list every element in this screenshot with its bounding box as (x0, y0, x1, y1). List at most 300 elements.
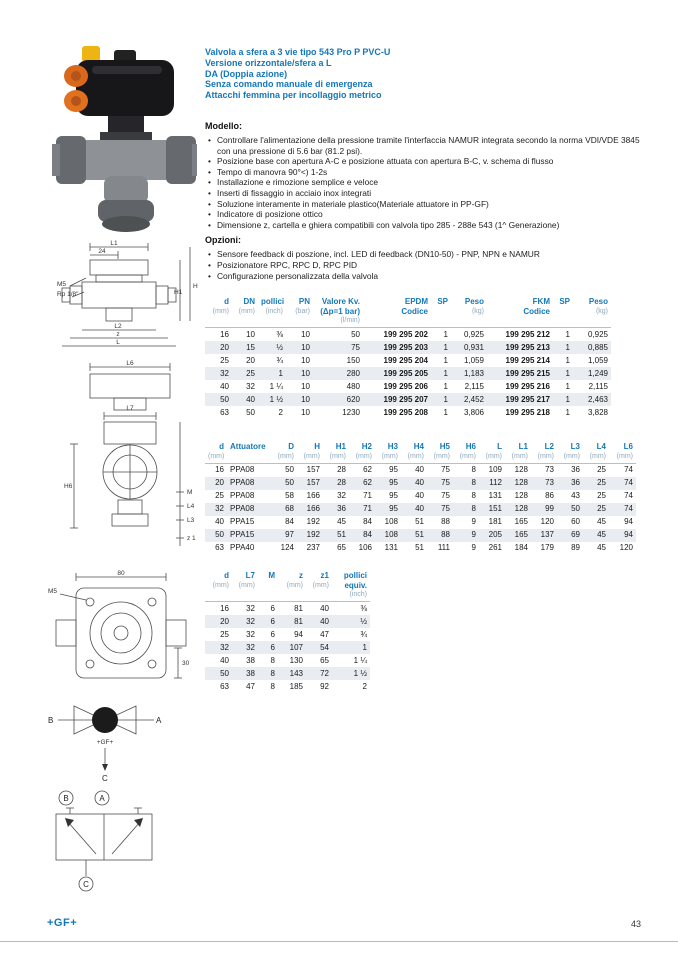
table-cell: 1 (278, 368, 283, 378)
table-row (205, 341, 611, 354)
table-cell: 128 (514, 478, 528, 488)
dim-label-l4: L4 (187, 503, 195, 510)
table-cell: ¾ (276, 355, 283, 365)
table-cell: 75 (441, 478, 450, 488)
table-cell: 88 (441, 530, 450, 540)
column-header: H (mm) (303, 442, 320, 460)
table-cell: 38 (246, 655, 255, 665)
table-cell: 43 (571, 491, 580, 501)
column-header: L6 (mm) (616, 442, 633, 460)
table-cell: 261 (488, 543, 502, 553)
table-cell: ½ (360, 616, 367, 626)
column-header: D (mm) (277, 442, 294, 460)
table-cell: 84 (363, 530, 372, 540)
table-cell: 237 (306, 543, 320, 553)
table-cell: 1 (443, 342, 448, 352)
table-cell: 36 (571, 465, 580, 475)
table-cell: 40 (320, 616, 329, 626)
table-cell: 128 (514, 491, 528, 501)
table-cell: 2 (362, 681, 367, 691)
table-cell: 16 (215, 465, 224, 475)
table-cell: 199 295 213 (505, 342, 550, 352)
table-cell: 9 (471, 517, 476, 527)
table-cell: 130 (289, 655, 303, 665)
table-cell: 47 (246, 681, 255, 691)
table-cell: 2,452 (463, 394, 484, 404)
table-cell: 16 (220, 603, 229, 613)
table-cell: 280 (346, 368, 360, 378)
table-row (205, 328, 611, 342)
dim-label-z1: z 1 (187, 535, 196, 542)
column-header: Valore Kv. (Δp=1 bar) (l/min) (320, 297, 360, 325)
table-cell: PPA15 (230, 517, 255, 527)
column-header: Attuatore (230, 442, 266, 451)
title-line: Attacchi femmina per incollaggio metrico (205, 90, 382, 101)
dim-label-l: L (116, 339, 120, 346)
table-cell: 108 (384, 517, 398, 527)
dim-label-80: 80 (117, 570, 125, 577)
table-cell: 40 (415, 465, 424, 475)
table-cell: 2,115 (588, 381, 608, 391)
table-cell: 1 ½ (269, 394, 283, 404)
table-cell: 25 (246, 368, 255, 378)
table-cell: 165 (514, 517, 528, 527)
table-cell: 47 (320, 629, 329, 639)
flow-label-a: A (156, 716, 162, 725)
table-cell: 199 295 207 (383, 394, 428, 404)
table-cell: 65 (337, 543, 346, 553)
dim-label-30: 30 (182, 660, 190, 667)
table-cell: 1 (565, 368, 570, 378)
bullet-item: • Controllare l'alimentazione della pressione tramite l'interfaccia NAMUR integrata secondo la norma VDI/VDE 3845 con una pressione di 5.6 bar (81.2 psi). (207, 135, 652, 156)
table-cell: 50 (220, 394, 229, 404)
table-cell: 10 (301, 368, 310, 378)
dim-label-h: H (193, 283, 198, 290)
bullet-item: • Indicatore di posizione ottico (207, 209, 652, 220)
table-cell: 25 (220, 355, 229, 365)
table-cell: PPA40 (230, 543, 255, 553)
table-cell: 95 (389, 504, 398, 514)
table-cell: 8 (471, 465, 476, 475)
page-number: 43 (630, 919, 641, 929)
table-row (205, 503, 636, 516)
table-cell: 25 (597, 465, 606, 475)
table-cell: 0,885 (587, 342, 608, 352)
product-photo (52, 44, 197, 236)
table-cell: 86 (545, 491, 554, 501)
table-cell: 75 (441, 504, 450, 514)
table-cell: 1 (565, 407, 570, 417)
column-header: Peso (kg) (464, 297, 484, 315)
table-cell: 107 (289, 642, 303, 652)
table-cell: 10 (301, 342, 310, 352)
table-cell: PPA08 (230, 504, 255, 514)
column-header: L3 (mm) (563, 442, 580, 460)
column-header: SP (437, 297, 448, 306)
table-cell: PPA15 (230, 530, 255, 540)
table-cell: 0,931 (463, 342, 484, 352)
table-cell: 9 (471, 530, 476, 540)
table-cell: 1,059 (587, 355, 608, 365)
table-cell: 74 (624, 504, 633, 514)
table-row (205, 380, 611, 393)
table-row (205, 463, 636, 477)
table-cell: 2 (278, 407, 283, 417)
table-cell: 88 (441, 517, 450, 527)
bullet-item: • Sensore feedback di poszione, incl. LED di feedback (DN10-50) - PNP, NPN e NAMUR (207, 249, 652, 260)
opzioni-heading: Opzioni: (205, 235, 241, 246)
table-cell: 45 (597, 530, 606, 540)
modello-bullet-list (207, 135, 652, 230)
table-cell: 15 (246, 342, 255, 352)
table-cell: 40 (320, 603, 329, 613)
table-cell: 10 (301, 329, 310, 339)
title-line: DA (Doppia azione) (205, 68, 288, 79)
table-cell: 32 (246, 603, 255, 613)
table-row (205, 393, 611, 406)
table-cell: 6 (270, 603, 275, 613)
column-header: L2 (mm) (537, 442, 554, 460)
opzioni-bullet-list (207, 249, 652, 281)
table-cell: 1 (565, 329, 570, 339)
table-cell: 199 295 205 (383, 368, 428, 378)
bullet-item: • Configurazione personalizzata della valvola (207, 271, 652, 282)
table-cell: ½ (276, 342, 283, 352)
table-cell: 108 (384, 530, 398, 540)
table-cell: 51 (415, 543, 424, 553)
column-header: L7 (mm) (238, 571, 255, 589)
table-cell: 74 (624, 491, 633, 501)
table-row (205, 354, 611, 367)
table-row (205, 602, 370, 616)
column-header: d (mm) (208, 442, 225, 460)
schema-label-c: C (83, 880, 89, 889)
table-cell: 199 295 202 (383, 329, 428, 339)
table-cell: 157 (306, 465, 320, 475)
table-cell: 1 (362, 642, 367, 652)
table-cell: 68 (285, 504, 294, 514)
column-header: DN (mm) (238, 297, 255, 315)
flow-schematic (46, 686, 166, 782)
table-cell: 10 (301, 355, 310, 365)
column-header: SP (559, 297, 570, 306)
table-cell: 0,925 (587, 329, 608, 339)
column-header: pollici (inch) (261, 297, 285, 315)
table-cell: 32 (246, 381, 255, 391)
table-cell: 40 (415, 491, 424, 501)
table-cell: 1 ¼ (269, 381, 283, 391)
table-cell: ⅜ (360, 603, 367, 613)
table-cell: 95 (389, 491, 398, 501)
table-cell: 8 (471, 491, 476, 501)
table-cell: 1 (565, 342, 570, 352)
table-cell: 81 (294, 603, 303, 613)
gf-logo: +GF+ (47, 917, 78, 929)
bullet-item: • Tempo di manovra 90°<) 1-2s (207, 167, 652, 178)
title-line: Senza comando manuale di emergenza (205, 79, 373, 90)
table-cell: 20 (246, 355, 255, 365)
table-cell: 95 (389, 478, 398, 488)
table-row (205, 542, 636, 555)
title-line: Valvola a sfera a 3 vie tipo 543 Pro P PVC-U (205, 47, 391, 57)
table-cell: 199 295 206 (383, 381, 428, 391)
column-header: z (mm) (286, 571, 303, 589)
table-cell: 2,463 (587, 394, 608, 404)
table-cell: 94 (624, 517, 633, 527)
table-cell: 45 (597, 543, 606, 553)
table-cell: 1 (565, 394, 570, 404)
table-cell: 45 (337, 517, 346, 527)
table-cell: 6 (270, 642, 275, 652)
table-cell: 199 295 214 (505, 355, 550, 365)
table-cell: 199 295 217 (505, 394, 550, 404)
table-row (205, 654, 370, 667)
table-cell: 84 (285, 517, 294, 527)
table-cell: 25 (597, 504, 606, 514)
table-cell: 131 (384, 543, 398, 553)
table-cell: 166 (306, 491, 320, 501)
table-cell: 25 (597, 491, 606, 501)
table-cell: 74 (624, 465, 633, 475)
bullet-item: • Posizione base con apertura A-C e posizione attuata con apertura B-C, v. schema di flusso (207, 156, 652, 167)
table-cell: 2,115 (464, 381, 484, 391)
page-title (205, 47, 390, 101)
dim-label-24: 24 (98, 248, 106, 255)
flow-diagram (50, 788, 170, 894)
table-cell: 8 (270, 655, 275, 665)
table-cell: 1,249 (587, 368, 608, 378)
dim-label-l1: L1 (110, 240, 118, 247)
table-cell: 199 295 212 (505, 329, 550, 339)
column-header: pollici equiv. (inch) (343, 571, 367, 599)
table-cell: 38 (246, 668, 255, 678)
table-cell: 69 (571, 530, 580, 540)
table-cell: 199 295 208 (383, 407, 428, 417)
dim-label-l6: L6 (126, 360, 134, 367)
schema-label-a: A (99, 794, 105, 803)
table-cell: 3,828 (587, 407, 608, 417)
bullet-item: • Dimensione z, cartella e ghiera compatibili con valvola tipo 285 - 288e 543 (1^ Generazione) (207, 220, 652, 231)
table-row (205, 529, 636, 542)
table-cell: 50 (285, 478, 294, 488)
table-cell: 1 (443, 407, 448, 417)
table-row (205, 680, 370, 693)
column-header: M (268, 571, 275, 580)
table-cell: 143 (289, 668, 303, 678)
table-cell: 128 (514, 465, 528, 475)
table-cell: 8 (270, 681, 275, 691)
table-cell: 120 (619, 543, 633, 553)
table-cell: PPA08 (230, 465, 255, 475)
column-header: d (mm) (212, 571, 229, 589)
table-cell: 94 (624, 530, 633, 540)
table-cell: 1 (443, 355, 448, 365)
table-cell: 199 295 218 (505, 407, 550, 417)
table-cell: 63 (220, 681, 229, 691)
table-cell: 75 (351, 342, 360, 352)
table-cell: 1230 (342, 407, 360, 417)
table-cell: 181 (488, 517, 502, 527)
dim-label-l7: L7 (126, 405, 134, 412)
table-cell: 62 (363, 478, 372, 488)
table-cell: 32 (246, 642, 255, 652)
table-cell: 1,183 (463, 368, 484, 378)
table-cell: 81 (294, 616, 303, 626)
table-cell: 1 (565, 355, 570, 365)
table-cell: 8 (471, 478, 476, 488)
table-cell: 199 295 204 (383, 355, 428, 365)
table-cell: 0,925 (463, 329, 484, 339)
table-cell: 8 (270, 668, 275, 678)
table-cell: 50 (571, 504, 580, 514)
table-cell: 97 (285, 530, 294, 540)
table-cell: 205 (488, 530, 502, 540)
table-cell: 50 (246, 407, 255, 417)
table-cell: 40 (220, 655, 229, 665)
table-cell: 60 (571, 517, 580, 527)
table-cell: 40 (415, 504, 424, 514)
table-cell: 25 (597, 478, 606, 488)
table-cell: 6 (270, 629, 275, 639)
table-row (205, 615, 370, 628)
table-cell: 36 (337, 504, 346, 514)
table-cell: 92 (320, 681, 329, 691)
description-block (205, 121, 652, 286)
table-cell: 84 (363, 517, 372, 527)
table-cell: 112 (489, 478, 502, 488)
column-header: d (mm) (212, 297, 229, 315)
table-cell: 28 (337, 478, 346, 488)
table-row (205, 628, 370, 641)
table-cell: 36 (571, 478, 580, 488)
table-cell: 199 295 215 (505, 368, 550, 378)
table-cell: 192 (306, 517, 320, 527)
table-cell: 128 (514, 504, 528, 514)
dim-label-l2: L2 (114, 323, 122, 330)
dim-label-h1: H1 (174, 289, 183, 296)
table-cell: 109 (488, 465, 502, 475)
table-cell: 32 (220, 368, 229, 378)
table-cell: 10 (246, 329, 255, 339)
table-cell: 32 (220, 642, 229, 652)
table-cell: 74 (624, 478, 633, 488)
table-cell: 8 (471, 504, 476, 514)
table-cell: 25 (215, 491, 224, 501)
table-cell: 1 ½ (353, 668, 367, 678)
codes-kv-table (205, 297, 611, 419)
table-cell: 89 (571, 543, 580, 553)
table-cell: ¾ (360, 629, 367, 639)
table-cell: 50 (285, 465, 294, 475)
table-cell: 179 (540, 543, 554, 553)
table-cell: 25 (220, 629, 229, 639)
table-cell: 1 (443, 394, 448, 404)
dim-label-rp: Rp 1/8" (57, 291, 79, 298)
table-cell: 1 ¼ (353, 655, 367, 665)
table-cell: 1 (443, 329, 448, 339)
column-header: EPDM Codice (401, 297, 428, 316)
modello-heading: Modello: (205, 121, 242, 131)
column-header: L4 (mm) (589, 442, 606, 460)
table-cell: 50 (215, 530, 224, 540)
table-cell: 3,806 (463, 407, 484, 417)
table-cell: 40 (415, 478, 424, 488)
table-cell: 58 (285, 491, 294, 501)
table-cell: 75 (441, 491, 450, 501)
table-cell: 54 (320, 642, 329, 652)
column-header: L1 (mm) (511, 442, 528, 460)
table-cell: 106 (358, 543, 372, 553)
dimensions-table (205, 442, 636, 555)
dim-label-m5-top: M5 (48, 588, 58, 595)
dim-label-l3: L3 (187, 517, 195, 524)
table-cell: 50 (220, 668, 229, 678)
table-cell: 150 (346, 355, 360, 365)
table-cell: 71 (363, 491, 372, 501)
table-cell: 62 (363, 465, 372, 475)
table-cell: 111 (437, 543, 450, 553)
column-header: z1 (mm) (312, 571, 329, 589)
footer-rule (0, 941, 678, 942)
table-cell: 51 (415, 517, 424, 527)
table-cell: 199 295 216 (505, 381, 550, 391)
dimension-drawing-top (48, 568, 193, 700)
dim-label-m5: M5 (57, 281, 67, 288)
bullet-item: • Soluzione interamente in materiale plastico(Materiale attuatore in PP-GF) (207, 199, 652, 210)
column-header: H5 (mm) (433, 442, 450, 460)
table-cell: 185 (289, 681, 303, 691)
table-cell: 199 295 203 (383, 342, 428, 352)
table-cell: 51 (337, 530, 346, 540)
column-header: FKM Codice (523, 297, 550, 316)
table-cell: 20 (215, 478, 224, 488)
table-cell: 1 (443, 368, 448, 378)
table-cell: 32 (246, 616, 255, 626)
table-cell: PPA08 (230, 491, 255, 501)
table-cell: 16 (220, 329, 229, 339)
table-cell: 72 (320, 668, 329, 678)
table-cell: 620 (346, 394, 360, 404)
dim-label-z: z (116, 331, 120, 338)
table-cell: 28 (337, 465, 346, 475)
table-cell: 151 (488, 504, 502, 514)
table-cell: 40 (246, 394, 255, 404)
table-cell: 45 (597, 517, 606, 527)
dim-label-h6: H6 (64, 483, 73, 490)
table-cell: 99 (545, 504, 554, 514)
column-header: H2 (mm) (355, 442, 372, 460)
table-cell: ⅜ (276, 329, 283, 339)
title-line: Versione orizzontale/sfera a L (205, 57, 332, 68)
table-cell: 124 (280, 543, 294, 553)
table-row (205, 367, 611, 380)
table-cell: 120 (540, 517, 554, 527)
table-cell: 131 (488, 491, 502, 501)
column-header: Peso (kg) (588, 297, 608, 315)
table-row (205, 667, 370, 680)
flow-label-c: C (102, 774, 108, 782)
table-cell: 40 (215, 517, 224, 527)
column-header: H6 (mm) (459, 442, 476, 460)
table-cell: 1 (565, 381, 570, 391)
flow-label-b: B (48, 716, 54, 725)
table-row (205, 477, 636, 490)
table-cell: 95 (389, 465, 398, 475)
table-cell: 1,059 (463, 355, 484, 365)
table-cell: 192 (306, 530, 320, 540)
table-cell: 6 (270, 616, 275, 626)
dimension-drawing-front (56, 240, 204, 358)
